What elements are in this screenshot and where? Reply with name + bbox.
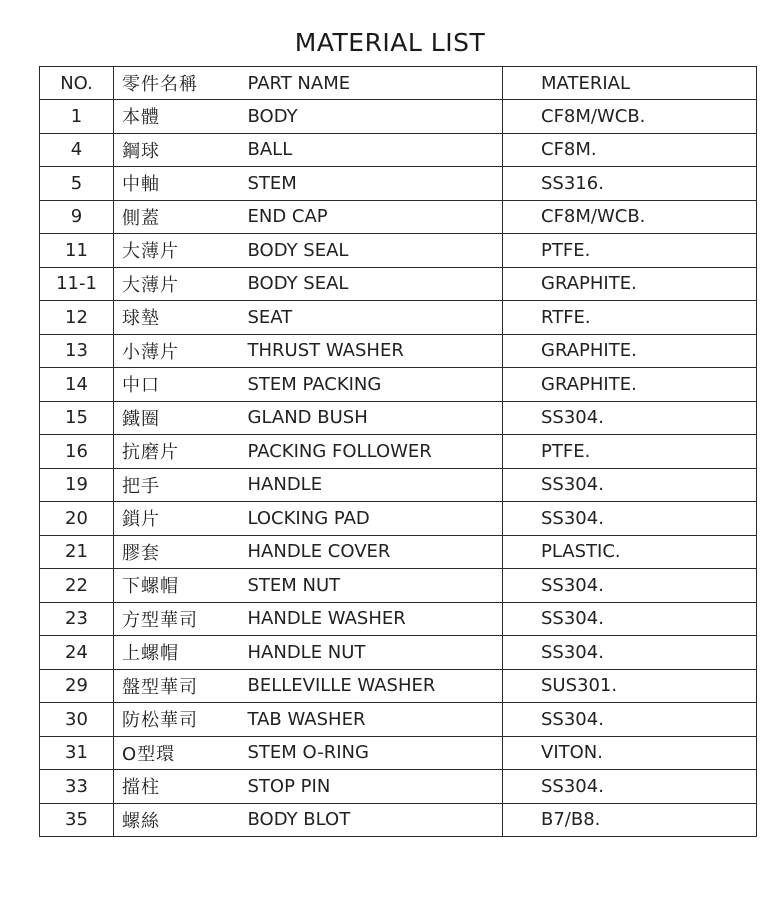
- table-row: [40, 569, 757, 603]
- cell-part-name: GLAND BUSH: [242, 401, 503, 435]
- cell-cn-name: 大薄片: [114, 267, 242, 301]
- cell-no: 23: [40, 602, 114, 636]
- table-row: [40, 669, 757, 703]
- cell-part-name: PACKING FOLLOWER: [242, 435, 503, 469]
- cell-material: PTFE.: [503, 234, 757, 268]
- cell-part-name: STOP PIN: [242, 770, 503, 804]
- table-row: [40, 770, 757, 804]
- table-row: [40, 535, 757, 569]
- cell-no: 1: [40, 100, 114, 134]
- cell-part-name: TAB WASHER: [242, 703, 503, 737]
- cell-material: GRAPHITE.: [503, 334, 757, 368]
- cell-part-name: END CAP: [242, 200, 503, 234]
- cell-part-name: BODY SEAL: [242, 234, 503, 268]
- cell-cn-name: 鋼球: [114, 133, 242, 167]
- header-part-name: PART NAME: [242, 67, 503, 100]
- cell-material: SS304.: [503, 602, 757, 636]
- cell-material: SS316.: [503, 167, 757, 201]
- cell-cn-name: 側蓋: [114, 200, 242, 234]
- table-row: [40, 736, 757, 770]
- cell-material: SS304.: [503, 703, 757, 737]
- cell-part-name: STEM O-RING: [242, 736, 503, 770]
- table-row: [40, 200, 757, 234]
- cell-cn-name: 小薄片: [114, 334, 242, 368]
- cell-material: SS304.: [503, 468, 757, 502]
- cell-cn-name: 抗磨片: [114, 435, 242, 469]
- cell-no: 11: [40, 234, 114, 268]
- page-title: MATERIAL LIST: [294, 28, 486, 57]
- cell-part-name: STEM: [242, 167, 503, 201]
- cell-part-name: STEM NUT: [242, 569, 503, 603]
- cell-material: SS304.: [503, 569, 757, 603]
- cell-cn-name: 球墊: [114, 301, 242, 335]
- cell-no: 16: [40, 435, 114, 469]
- cell-part-name: BALL: [242, 133, 503, 167]
- cell-part-name: BELLEVILLE WASHER: [242, 669, 503, 703]
- cell-part-name: BODY BLOT: [242, 803, 503, 837]
- cell-cn-name: 鐵圈: [114, 401, 242, 435]
- cell-no: 29: [40, 669, 114, 703]
- cell-part-name: THRUST WASHER: [242, 334, 503, 368]
- cell-part-name: SEAT: [242, 301, 503, 335]
- cell-part-name: LOCKING PAD: [242, 502, 503, 536]
- cell-no: 9: [40, 200, 114, 234]
- cell-cn-name: 中口: [114, 368, 242, 402]
- cell-part-name: BODY SEAL: [242, 267, 503, 301]
- cell-no: 22: [40, 569, 114, 603]
- cell-no: 31: [40, 736, 114, 770]
- cell-no: 15: [40, 401, 114, 435]
- cell-material: GRAPHITE.: [503, 267, 757, 301]
- cell-no: 11-1: [40, 267, 114, 301]
- cell-material: VITON.: [503, 736, 757, 770]
- cell-cn-name: 螺絲: [114, 803, 242, 837]
- cell-part-name: HANDLE: [242, 468, 503, 502]
- table-row: [40, 703, 757, 737]
- cell-cn-name: 大薄片: [114, 234, 242, 268]
- cell-cn-name: 中軸: [114, 167, 242, 201]
- cell-material: PLASTIC.: [503, 535, 757, 569]
- cell-material: GRAPHITE.: [503, 368, 757, 402]
- cell-material: SS304.: [503, 770, 757, 804]
- cell-no: 14: [40, 368, 114, 402]
- table-row: [40, 267, 757, 301]
- header-cn-name: 零件名稱: [114, 67, 242, 100]
- cell-no: 35: [40, 803, 114, 837]
- table-header-row: [40, 67, 757, 100]
- table-row: [40, 468, 757, 502]
- cell-cn-name: 本體: [114, 100, 242, 134]
- header-no: NO.: [40, 67, 114, 100]
- table-row: [40, 234, 757, 268]
- cell-material: B7/B8.: [503, 803, 757, 837]
- cell-material: SS304.: [503, 502, 757, 536]
- cell-material: SUS301.: [503, 669, 757, 703]
- cell-no: 33: [40, 770, 114, 804]
- table-row: [40, 502, 757, 536]
- cell-cn-name: 鎖片: [114, 502, 242, 536]
- cell-no: 21: [40, 535, 114, 569]
- cell-no: 20: [40, 502, 114, 536]
- material-table: [39, 66, 757, 837]
- cell-no: 4: [40, 133, 114, 167]
- cell-part-name: STEM PACKING: [242, 368, 503, 402]
- cell-no: 5: [40, 167, 114, 201]
- cell-cn-name: O型環: [114, 736, 242, 770]
- cell-part-name: BODY: [242, 100, 503, 134]
- cell-part-name: HANDLE WASHER: [242, 602, 503, 636]
- cell-cn-name: 下螺帽: [114, 569, 242, 603]
- cell-material: CF8M/WCB.: [503, 100, 757, 134]
- table-row: [40, 167, 757, 201]
- cell-no: 13: [40, 334, 114, 368]
- cell-no: 24: [40, 636, 114, 670]
- table-row: [40, 602, 757, 636]
- cell-material: PTFE.: [503, 435, 757, 469]
- table-row: [40, 368, 757, 402]
- cell-cn-name: 把手: [114, 468, 242, 502]
- cell-material: RTFE.: [503, 301, 757, 335]
- cell-no: 12: [40, 301, 114, 335]
- table-row: [40, 301, 757, 335]
- cell-cn-name: 方型華司: [114, 602, 242, 636]
- header-material: MATERIAL: [503, 67, 757, 100]
- table-row: [40, 636, 757, 670]
- cell-part-name: HANDLE COVER: [242, 535, 503, 569]
- table-row: [40, 100, 757, 134]
- cell-material: SS304.: [503, 636, 757, 670]
- table-body: [40, 100, 757, 837]
- cell-material: CF8M.: [503, 133, 757, 167]
- cell-cn-name: 擋柱: [114, 770, 242, 804]
- cell-cn-name: 盤型華司: [114, 669, 242, 703]
- cell-no: 30: [40, 703, 114, 737]
- cell-cn-name: 膠套: [114, 535, 242, 569]
- cell-no: 19: [40, 468, 114, 502]
- table-row: [40, 803, 757, 837]
- cell-part-name: HANDLE NUT: [242, 636, 503, 670]
- cell-material: SS304.: [503, 401, 757, 435]
- table-row: [40, 435, 757, 469]
- table-row: [40, 401, 757, 435]
- table-row: [40, 334, 757, 368]
- table-row: [40, 133, 757, 167]
- cell-cn-name: 上螺帽: [114, 636, 242, 670]
- cell-cn-name: 防松華司: [114, 703, 242, 737]
- cell-material: CF8M/WCB.: [503, 200, 757, 234]
